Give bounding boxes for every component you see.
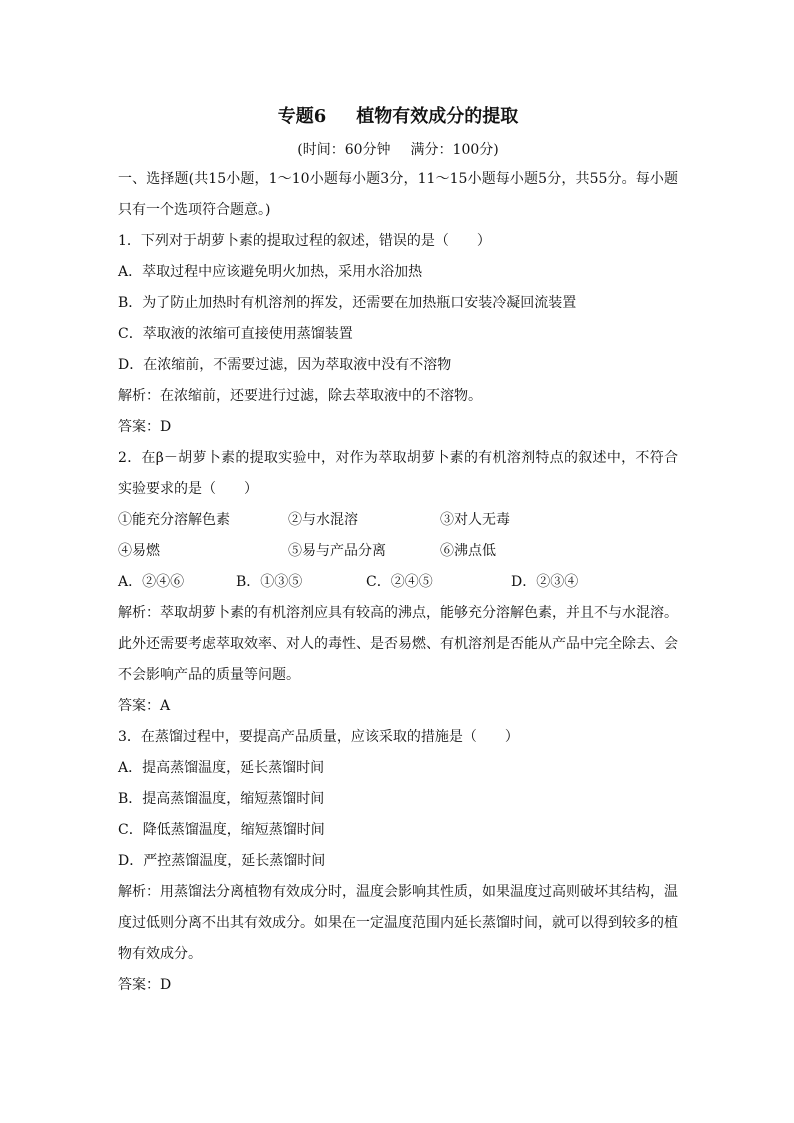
q3-option-a: A．提高蒸馏温度，延长蒸馏时间 — [118, 760, 325, 776]
q2-option-d: D．②③④ — [511, 574, 579, 590]
q2-stem: 2．在β－胡萝卜素的提取实验中，对作为萃取胡萝卜素的有机溶剂特点的叙述中，不符合实验要求的是（ ） — [118, 450, 678, 497]
q3-option-c: C．降低蒸馏温度，缩短蒸馏时间 — [118, 822, 325, 838]
q1-stem: 1．下列对于胡萝卜素的提取过程的叙述，错误的是（ ） — [118, 233, 491, 249]
q2-item-3: ③对人无毒 — [440, 512, 510, 528]
q3-option-d: D．严控蒸馏温度，延长蒸馏时间 — [118, 853, 326, 869]
q1-analysis: 解析：在浓缩前，还要进行过滤，除去萃取液中的不溶物。 — [118, 388, 482, 404]
document-page — [118, 104, 678, 1001]
topic-title: 植物有效成分的提取 — [356, 106, 519, 127]
q2-items-row-1 — [118, 505, 678, 536]
q3-answer: 答案：D — [118, 977, 172, 993]
q3-analysis: 解析：用蒸馏法分离植物有效成分时，温度会影响其性质，如果温度过高则破坏其结构，温度过低则分离不出其有效成分。如果在一定温度范围内延长蒸馏时间，就可以得到较多的植物有效成分。 — [118, 884, 678, 962]
q1-option-c: C．萃取液的浓缩可直接使用蒸馏装置 — [118, 326, 353, 342]
q1-answer: 答案：D — [118, 419, 172, 435]
q2-answer: 答案：A — [118, 698, 171, 714]
q1-option-b: B．为了防止加热时有机溶剂的挥发，还需要在加热瓶口安装冷凝回流装置 — [118, 295, 577, 311]
q2-option-a: A．②④⑥ — [118, 574, 185, 590]
q2-analysis: 解析：萃取胡萝卜素的有机溶剂应具有较高的沸点，能够充分溶解色素，并且不与水混溶。此外还需要考虑萃取效率、对人的毒性、是否易燃、有机溶剂是否能从产品中完全除去、会不会影响产品的质量等问题。 — [118, 605, 678, 683]
q2-option-c: C．②④⑤ — [366, 574, 433, 590]
q3-stem: 3．在蒸馏过程中，要提高产品质量，应该采取的措施是（ ） — [118, 729, 519, 745]
exam-info — [118, 140, 678, 160]
q2-item-1: ①能充分溶解色素 — [118, 512, 230, 528]
q1-option-d: D．在浓缩前，不需要过滤，因为萃取液中没有不溶物 — [118, 357, 452, 373]
section-intro: 一、选择题(共15小题，1～10小题每小题3分，11～15小题每小题5分，共55分。每小题只有一个选项符合题意。) — [118, 171, 678, 218]
q2-item-6: ⑥沸点低 — [440, 543, 496, 559]
q1-option-a: A．萃取过程中应该避免明火加热，采用水浴加热 — [118, 264, 423, 280]
q3-option-b: B．提高蒸馏温度，缩短蒸馏时间 — [118, 791, 325, 807]
q2-item-5: ⑤易与产品分离 — [288, 543, 386, 559]
time-limit: (时间：60分钟 — [297, 142, 391, 158]
q2-item-4: ④易燃 — [118, 543, 160, 559]
total-score: 满分：100分) — [410, 142, 499, 158]
q2-item-2: ②与水混溶 — [288, 512, 358, 528]
page-title — [118, 104, 678, 130]
q2-items-row-2 — [118, 536, 678, 567]
topic-number: 专题6 — [277, 106, 327, 127]
q2-options — [118, 567, 678, 598]
q2-option-b: B．①③⑤ — [236, 574, 303, 590]
